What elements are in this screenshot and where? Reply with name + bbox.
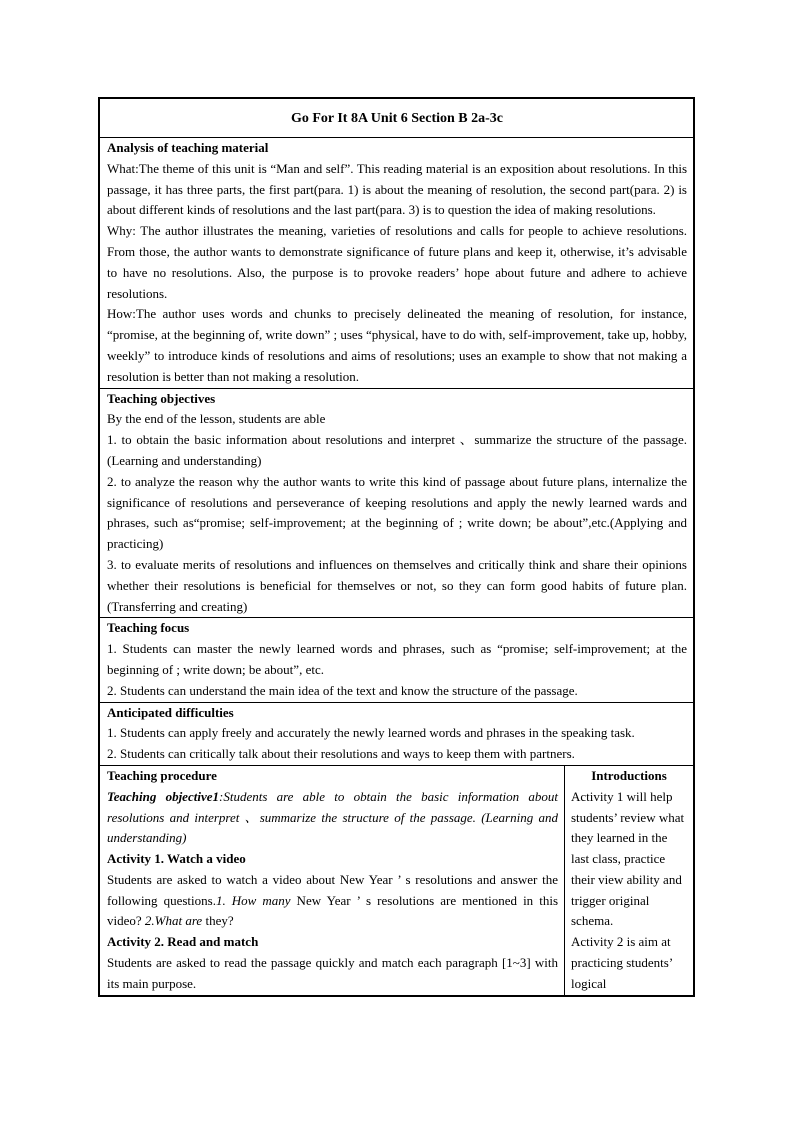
focus-heading: Teaching focus (107, 620, 190, 636)
question1-italic: 1. How many (215, 892, 291, 908)
objective-text: :Students are able to obtain the basic information about resolutions and interpret 、summarize the structure of the passage. (Learning and understanding) (107, 788, 558, 846)
activity1-body: Students are asked to watch a video about New Year ’ s resolutions and answer the following questions. (107, 871, 558, 908)
focus-item: 1. Students can master the newly learned words and phrases, such as “promise; self-improvement; at the beginning of ; write down; be about”, etc. (107, 641, 687, 677)
introductions-text-2: Activity 2 is aim at practicing students’ logical (571, 934, 673, 991)
focus-item: 2. Students can understand the main idea of the text and know the structure of the passage. (107, 682, 578, 698)
question2-italic: 2.What are (144, 913, 203, 929)
objectives-section (100, 388, 693, 618)
procedure-objective (107, 787, 558, 849)
activity1-text (107, 870, 558, 932)
difficulties-section (100, 702, 693, 765)
activity1-heading: Activity 1. Watch a video (107, 851, 246, 867)
analysis-what: What:The theme of this unit is “Man and self”. This reading material is an exposition about resolutions. In this passage, it has three parts, the first part(para. 1) is about the meaning of resolution, the second part(para. 2) is about different kinds of resolutions and the last part(para. 3) is to question the idea of making resolutions. (107, 160, 687, 218)
question1-rest: New Year ’ s resolutions are mentioned in this video? (107, 892, 559, 929)
procedure-row (100, 765, 693, 995)
objectives-heading: Teaching objectives (107, 390, 216, 406)
introductions-column (565, 766, 693, 995)
introductions-heading: Introductions (591, 767, 667, 783)
objective-item: 2. to analyze the reason why the author wants to write this kind of passage about future plans, internalize the significance of resolutions and perseverance of keeping resolutions and apply the newly learned wards and phrases, such as“promise; self-improvement; at the beginning of ; write down; be about”,etc.(Applying and practicing) (107, 473, 687, 552)
objectives-intro: By the end of the lesson, students are able (107, 411, 326, 427)
activity2-text: Students are asked to read the passage quickly and match each paragraph [1~3] with its main purpose. (107, 955, 558, 991)
question2-rest: they? (202, 913, 234, 929)
lesson-plan-table (98, 97, 695, 997)
difficulty-item: 1. Students can apply freely and accurately the newly learned words and phrases in the speaking task. (107, 725, 635, 741)
focus-section (100, 617, 693, 701)
objective-item: 3. to evaluate merits of resolutions and influences on themselves and critically think and share their opinions whether their resolutions is beneficial for themselves or not, so they can form good habits of future plan.(Transferring and creating) (107, 556, 687, 614)
procedure-heading: Teaching procedure (107, 767, 217, 783)
analysis-how: How:The author uses words and chunks to precisely delineated the meaning of resolution, for instance, “promise, at the beginning of, write down” ; uses “physical, have to do with, self-improvement, take up, hobby, weekly” to introduce kinds of resolutions and aims of resolutions; uses an example to show that not making a resolution is better than not making a resolution. (107, 306, 687, 384)
difficulty-item: 2. Students can critically talk about their resolutions and ways to keep them with partners. (107, 746, 575, 762)
difficulties-heading: Anticipated difficulties (107, 704, 234, 720)
analysis-why: Why: The author illustrates the meaning, varieties of resolutions and calls for people to achieve resolutions. From those, the author wants to demonstrate significance of future plans and keep it, otherwise, it’s advisable to have no resolutions. Also, the purpose is to provoke readers’ hope about future and adhere to achieve resolutions. (107, 223, 687, 301)
procedure-column (100, 766, 565, 995)
analysis-section (100, 137, 693, 388)
objective-label: Teaching objective1 (107, 788, 219, 804)
analysis-heading: Analysis of teaching material (107, 140, 269, 155)
objective-item: 1. to obtain the basic information about resolutions and interpret 、summarize the structure of the passage. (Learning and understanding) (107, 432, 687, 468)
document-title: Go For It 8A Unit 6 Section B 2a-3c (290, 111, 504, 126)
introductions-text-1: Activity 1 will help students’ review what they learned in the last class, practice their view ability and trigger original schema. (571, 788, 685, 929)
activity2-heading: Activity 2. Read and match (107, 934, 259, 950)
